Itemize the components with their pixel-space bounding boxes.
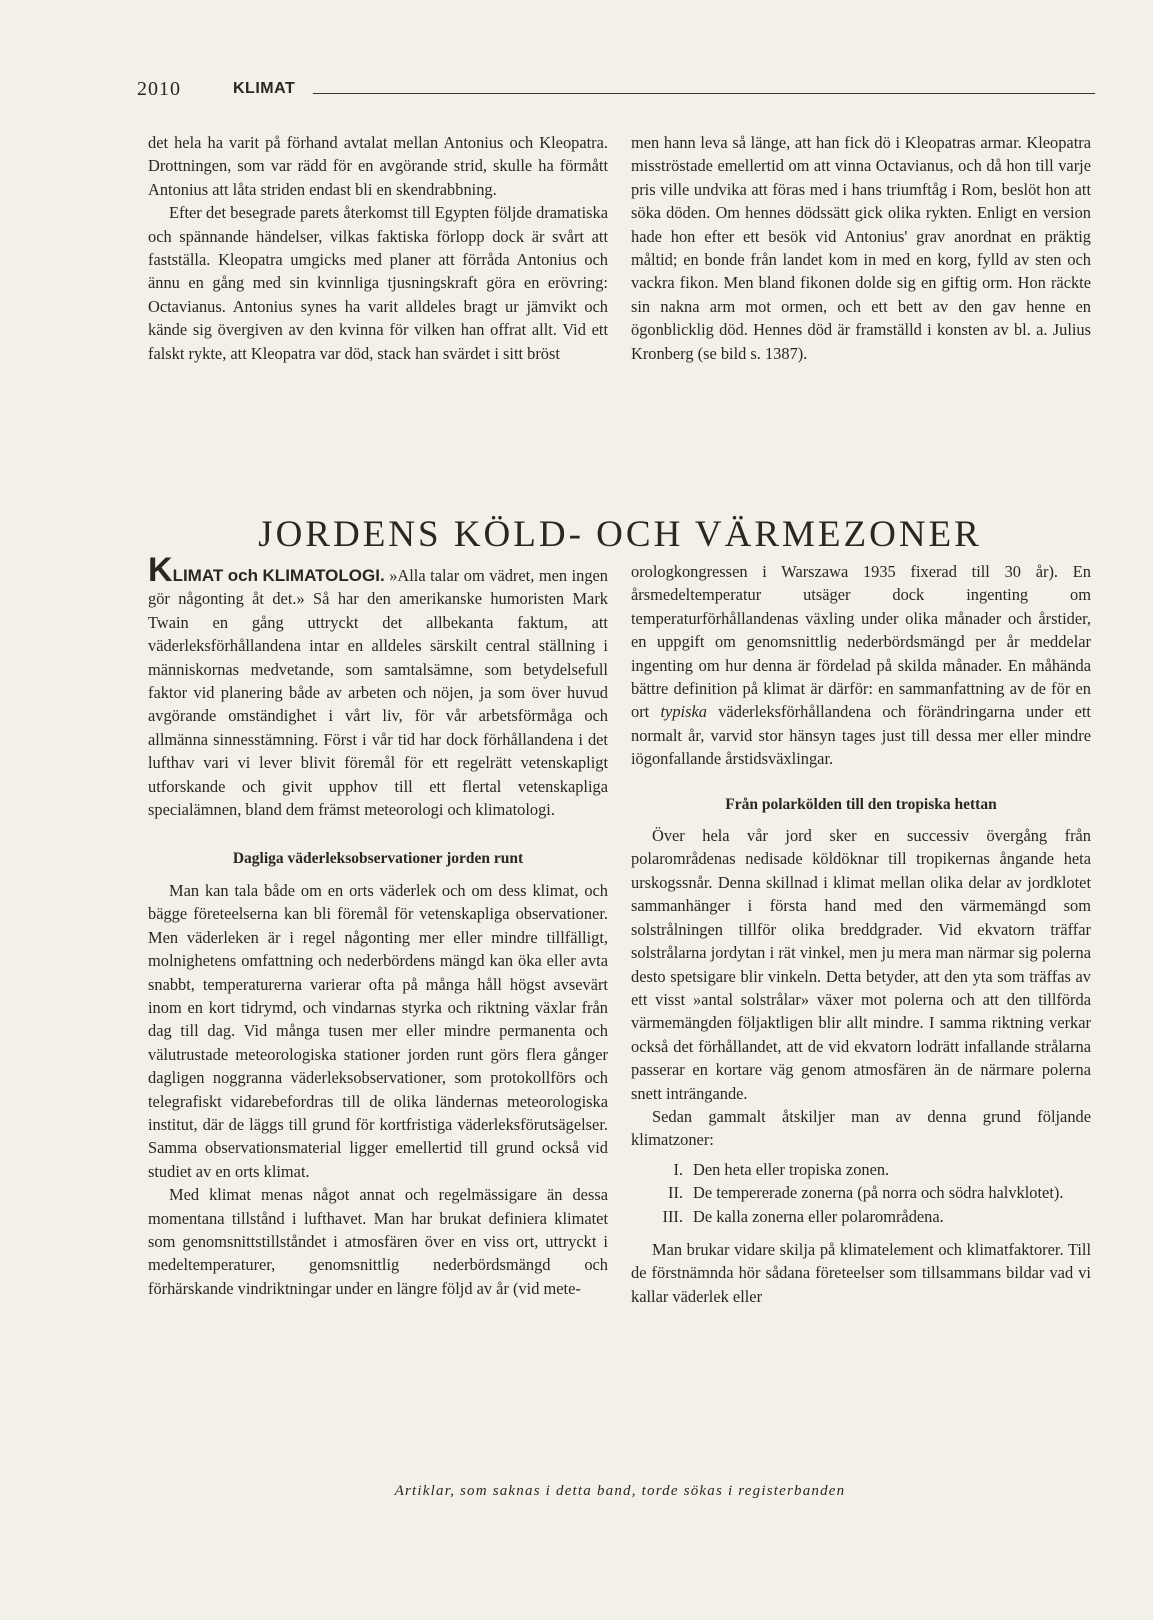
paragraph: det hela ha varit på förhand avtalat mellan Antonius och Kleopatra. Drottningen, som var rädd för en avgörande strid, skulle ha förmått Antonius att låta striden endast bli en skendrabbning.: [148, 133, 608, 199]
list-text: De tempererade zonerna (på norra och södra halvklotet).: [693, 1183, 1064, 1203]
list-item: [631, 1181, 1091, 1204]
paragraph: Efter det besegrade parets återkomst till Egypten följde dramatiska och spännande händelser, vilkas faktiska förlopp dock är svårt att fastställa. Kleopatra umgicks med planer att förråda Antonius och ännu en gång med sin kvinnliga tjusningskraft göra en erövring: Octavianus. Antonius synes ha varit alldeles bragt ur jämvikt och kände sig övergiven av den kvinna för vilken han offrat allt. Vid ett falskt rykte, att Kleopatra var död, stack han svärdet i sitt bröst: [148, 203, 608, 363]
lead-och: och: [227, 566, 258, 585]
emphasis: typiska: [660, 702, 707, 722]
list-number: III.: [662, 1206, 683, 1226]
list-text: Den heta eller tropiska zonen.: [693, 1159, 890, 1179]
zone-list: [631, 1158, 1091, 1228]
article-heading: JORDENS KÖLD- OCH VÄRMEZONER: [258, 513, 982, 555]
paragraph: Över hela vår jord sker en successiv övergång från polarområdenas nedisade köldöknar till tropikernas ångande heta urskogssnår. Denna skillnad i klimat mellan olika delar av jordklotet sammanhänger i första hand med den värmemängd som solstrålningen tillför olika breddgrader. Vid ekvatorn träffar solstrålarna jordytan i rät vinkel, men ju mera man närmar sig polerna desto spetsigare blir vinkeln. Detta betyder, att den yta som träffas av ett visst »antal solstrålar» växer mot polerna och att den tillförda värmemängden följaktligen blir allt mindre. I samma riktning verkar också det förhållandet, att de vid ekvatorn lodrätt infallande strålarna passerar en kortare väg genom atmosfären än de närmare polerna snett inträngande.: [631, 826, 1091, 1103]
lead-initial: K: [148, 551, 173, 589]
paragraph: [631, 560, 1091, 771]
paragraph: Man kan tala både om en orts väderlek och om dess klimat, och bägge företeelserna kan bli föremål för vetenskapliga observationer. Men väderleken är i regel någonting mer eller mindre tillfälligt, molnighetens omfattning och nederbördens mängd kan öka eller avta snabbt, temperaturerna varierar ofta på många håll högst avsevärt inom en kort tidrymd, och vindarnas styrka och riktning växlar från dag till dag. Vid många tusen mer eller mindre permanenta och välutrustade meteorologiska stationer jorden runt görs flera gånger dagligen noggranna väderleksobservationer, som protokollförs och telegrafiskt vidarebefordras till de olika ländernas meteorologiska institut, där de läggs till grund för kortfristiga väderleksförutsägelser. Samma observationsmaterial ligger emellertid till grund också vid studiet av en orts klimat.: [148, 880, 608, 1181]
top-right-column: [631, 131, 1091, 365]
paragraph: Med klimat menas något annat och regelmässigare än dessa momentana tillstånd i lufthavet. Man har brukat definiera klimatet som genomsnittstillståndet i atmosfären över en viss ort, uttryckt i medeltemperaturer, genomsnittlig nederbördsmängd och förhärskande vindriktningar under en längre följd av år (vid mete-: [148, 1185, 608, 1298]
list-text: De kalla zonerna eller polarområdena.: [693, 1206, 944, 1226]
text-run: väderleksförhållandena och förändringarna under ett normalt år, varvid stor hänsyn tages just till dessa mer eller mindre iögonfallande årstidsväxlingar.: [631, 702, 1091, 769]
article-right-column: [631, 560, 1091, 1308]
top-left-column: [148, 131, 608, 365]
list-item: [631, 1205, 1091, 1228]
section-title: KLIMAT: [233, 80, 296, 97]
paragraph: Man brukar vidare skilja på klimatelement och klimatfaktorer. Till de förstnämnda hör sådana företeelser som tillsammans bildar vad vi kallar väderlek eller: [631, 1239, 1091, 1306]
subheading: Dagliga väderleksobservationer jorden runt: [232, 850, 524, 868]
list-number: I.: [673, 1159, 683, 1179]
page-footer: Artiklar, som saknas i detta band, torde sökas i registerbanden: [394, 1483, 846, 1499]
page-number: 2010: [137, 78, 181, 100]
paragraph: men hann leva så länge, att han fick dö i Kleopatras armar. Kleopatra misströstade emellertid om att vinna Octavianus, och då hon till varje pris ville undvika att föras med i hans triumftåg i Rom, beslöt hon att söka döden. Om hennes dödssätt gick olika rykten. Enligt en version hade hon efter ett besök vid Antonius' grav anordnat en präktig måltid; en bonde från landet kom in med en korg, fylld av sten och vackra fikon. Men bland fikonen dolde sig en giftig orm. Hon räckte sin nakna arm mot ormen, och ett bett av den gav henne en ögonblicklig död. Hennes död är framställd i konsten av bl. a. Julius Kronberg (se bild s. 1387).: [631, 133, 1091, 363]
subheading: Från polarkölden till den tropiska hettan: [725, 795, 997, 813]
list-number: II.: [667, 1183, 683, 1203]
lead-body: »Alla talar om vädret, men ingen gör någonting åt det.» Så har den amerikanske humoristen Mark Twain en gång uttryckt det allbekanta faktum, att väderleksförhållandena intar en alldeles särskilt central ställning i människornas medvetande, som samtalsämne, som betydelsefull faktor vid planering både av arbeten och nöjen, ja som över huvud avgörande omständighet i vårt liv, för vår arbetsförmåga och allmänna sinnesstämning. Först i vår tid har dock förhållandena i det lufthav vari vi lever blivit föremål för ett regelrätt vetenskapligt utforskande och givit upphov till ett flertal vetenskapliga specialämnen, bland dem främst meteorologi och klimatologi.: [148, 566, 608, 820]
paragraph: Sedan gammalt åtskiljer man av denna grund följande klimatzoner:: [631, 1106, 1091, 1150]
lead-second-word: KLIMATOLOGI.: [262, 566, 385, 585]
list-item: [631, 1158, 1091, 1181]
page-header: [137, 78, 1095, 104]
lead-paragraph: [148, 551, 608, 821]
text-run: orologkongressen i Warszawa 1935 fixerad till 30 år). En årsmedeltemperatur utsäger dock ingenting om temperaturförhållandenas växling under olika månader och årstider, en uppgift om genomsnittlig nederbördsmängd per år meddelar ingenting om hur denna är fördelad på skilda månader. En måhända bättre definition på klimat är därför: en sammanfattning av de för en ort: [631, 562, 1091, 722]
article-left-column: [148, 551, 608, 1300]
lead-word: LIMAT: [172, 566, 224, 585]
header-rule: [313, 93, 1095, 94]
